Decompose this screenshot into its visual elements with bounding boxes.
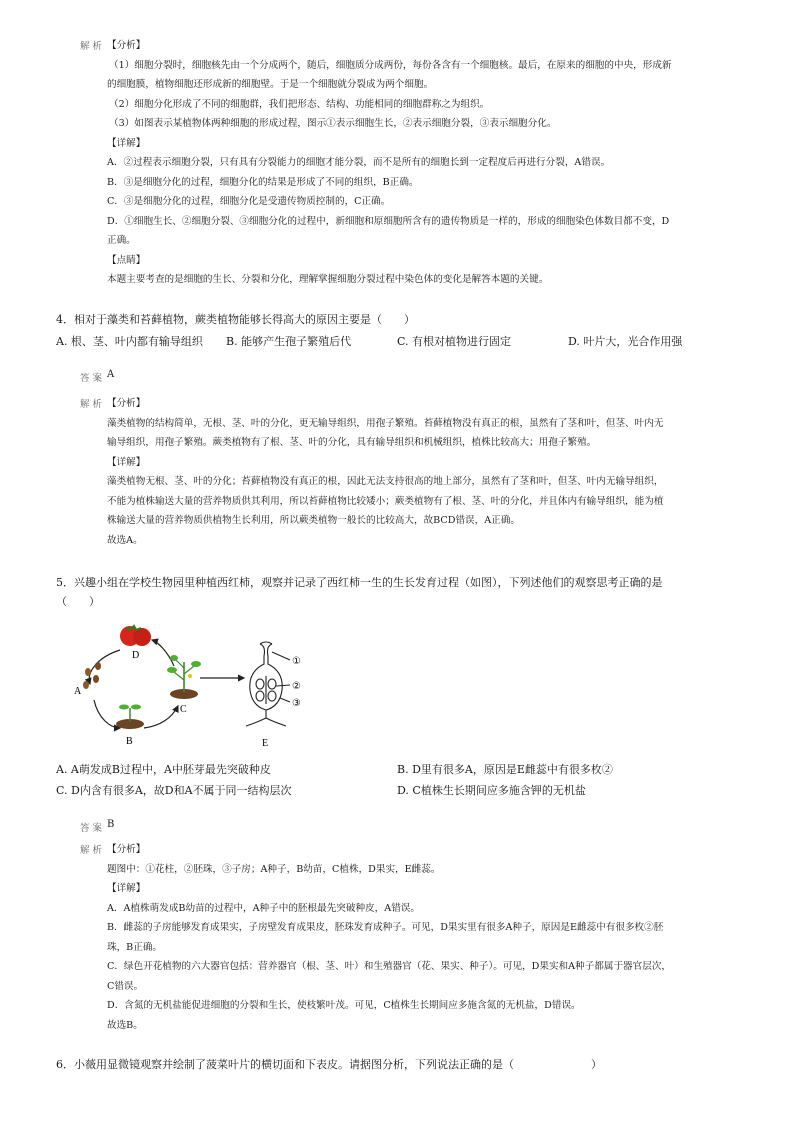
q5-option-a[interactable]: A. A萌发成B过程中，A中胚芽最先突破种皮 (56, 763, 271, 776)
figure-label-a: A (74, 686, 82, 697)
text-line: 【详解】 (107, 883, 146, 894)
question-5-stem: 5．兴趣小组在学校生物园里种植西红柿，观察并记录了西红柿一生的生长发育过程（如图），下列述他们的观察思考正确的是 (56, 576, 663, 589)
text-line: B．③是细胞分化的过程，细胞分化的结果是形成了不同的组织，B正确。 (107, 176, 419, 188)
q4-option-b[interactable]: B. 能够产生孢子繁殖后代 (226, 335, 352, 348)
text-line: C．③是细胞分化的过程，细胞分化是受遗传物质控制的，C正确。 (107, 196, 391, 207)
q5-option-c[interactable]: C. D内含有很多A，故D和A不属于同一结构层次 (56, 784, 292, 797)
text-line: 故选A。 (107, 534, 143, 546)
text-line: 不能为植株输送大量的营养物质供其利用，所以苔藓植物比较矮小；蕨类植物有了根、茎、叶的分化，并且体内有输导组织，能为植 (107, 495, 664, 507)
text-line: 藻类植物的结构简单，无根、茎、叶的分化，更无输导组织，用孢子繁殖。苔藓植物没有真正的根，虽然有了茎和叶，但茎、叶内无 (107, 417, 664, 429)
text-line: B．雌蕊的子房能够发育成果实，子房壁发育成果皮，胚珠发育成种子。可见，D果实里有很多A种子，原因是E雌蕊中有很多枚②胚 (107, 922, 664, 933)
figure-label-c: C (180, 704, 187, 715)
seedling-icon (116, 705, 144, 730)
figure-label-e: E (262, 738, 269, 749)
part-label-2: ② (292, 681, 301, 692)
text-line: 题图中：①花柱，②胚珠，③子房；A种子，B幼苗，C植株，D果实，E雌蕊。 (107, 863, 441, 875)
analysis-tag: 解析 (80, 399, 106, 410)
seeds-icon (83, 662, 101, 689)
text-line: （3）如图表示某植物体两种细胞的形成过程，图示①表示细胞生长，②表示细胞分裂，③表示细胞分化。 (109, 118, 557, 129)
tomato-fruit-icon (120, 626, 151, 646)
text-line: D．①细胞生长、②细胞分裂、③细胞分化的过程中，新细胞和原细胞所含有的遗传物质是一样的，形成的细胞染色体数目都不变，D (107, 215, 670, 227)
part-label-3: ③ (292, 698, 301, 709)
analysis-tag: 解析 (80, 41, 106, 52)
figure-label-d: D (132, 650, 140, 661)
text-line: 输导组织，用孢子繁殖。蕨类植物有了根、茎、叶的分化，具有输导组织和机械组织，植株比较高大；用孢子繁殖。 (107, 437, 597, 448)
q5-option-d[interactable]: D. C植株生长期间应多施含钾的无机盐 (397, 784, 586, 797)
text-line: （2）细胞分化形成了不同的细胞群，我们把形态、结构、功能相同的细胞群称之为组织。 (109, 98, 490, 110)
text-line: 故选B。 (107, 1019, 143, 1031)
text-line: 本题主要考查的是细胞的生长、分裂和分化，理解掌握细胞分裂过程中染色体的变化是解答本题的关键。 (107, 274, 549, 285)
analysis-tag: 解析 (80, 845, 106, 856)
text-line: 珠，B正确。 (107, 941, 163, 953)
q4-option-d[interactable]: D. 叶片大，光合作用强 (568, 335, 683, 348)
text-line: 【分析】 (107, 844, 146, 855)
q5-option-b[interactable]: B. D里有很多A，原因是E雌蕊中有很多枚② (397, 763, 613, 776)
part-label-1: ① (292, 656, 301, 667)
q5-analysis (107, 840, 671, 1035)
figure-label-b: B (126, 736, 133, 747)
text-line: D．含氮的无机盐能促进细胞的分裂和生长，使枝繁叶茂。可见，C植株生长期间应多施含氮的无机盐，D错误。 (107, 1000, 581, 1011)
answer-tag: 答案 (80, 823, 106, 834)
text-line: 【点睛】 (107, 254, 146, 266)
text-line: A．②过程表示细胞分裂，只有具有分裂能力的细胞才能分裂，而不是所有的细胞长到一定程度后再进行分裂，A错误。 (107, 157, 611, 168)
q4-option-a[interactable]: A. 根、茎、叶内都有输导组织 (56, 335, 203, 348)
pistil-diagram (246, 642, 290, 726)
text-line: （1）细胞分裂时，细胞核先由一个分成两个，随后，细胞质分成两份，每份各含有一个细胞核。最后，在原来的细胞的中央，形成新 (109, 59, 672, 71)
arrow-c-to-d (152, 640, 174, 666)
question-6-stem: 6．小薇用显微镜观察并绘制了菠菜叶片的横切面和下表皮。请据图分析，下列说法正确的是（ ） (56, 1058, 602, 1071)
q4-analysis (107, 394, 663, 550)
text-line: 【分析】 (107, 40, 146, 51)
text-line: C．绿色开花植物的六大器官包括：营养器官（根、茎、叶）和生殖器官（花、果实、种子）。可见，D果实和A种子都属于器官层次， (107, 961, 672, 972)
text-line: 藻类植物无根、茎、叶的分化；苔藓植物没有真正的根，因此无法支持很高的地上部分，虽然有了茎和叶，但茎、叶内无输导组织， (107, 476, 664, 487)
answer-tag: 答案 (80, 373, 106, 384)
question-4-stem: 4．相对于藻类和苔藓植物，蕨类植物能够长得高大的原因主要是（ ） (56, 313, 415, 326)
text-line: 的细胞膜，植物细胞还形成新的细胞壁。于是一个细胞就分裂成为两个细胞。 (107, 79, 434, 90)
text-line: 【详解】 (107, 137, 146, 149)
q4-answer: A (107, 369, 115, 380)
text-line: 【详解】 (107, 456, 146, 468)
q5-answer: B (107, 819, 115, 830)
analysis-block-1 (107, 36, 672, 290)
text-line: 正确。 (107, 235, 136, 246)
text-line: A．A植株萌发成B幼苗的过程中，A种子中的胚根最先突破种皮，A错误。 (107, 902, 420, 914)
q4-option-c[interactable]: C. 有根对植物进行固定 (397, 335, 512, 348)
text-line: C错误。 (107, 980, 144, 992)
text-line: 株输送大量的营养物质供植物生长利用，所以蕨类植物一般长的比较高大，故BCD错误，A正确。 (107, 515, 520, 526)
tomato-lifecycle-figure (68, 622, 328, 750)
question-5-stem-cont: （ ） (56, 595, 100, 608)
text-line: 【分析】 (107, 398, 146, 409)
arrow-b-to-c (144, 706, 178, 728)
